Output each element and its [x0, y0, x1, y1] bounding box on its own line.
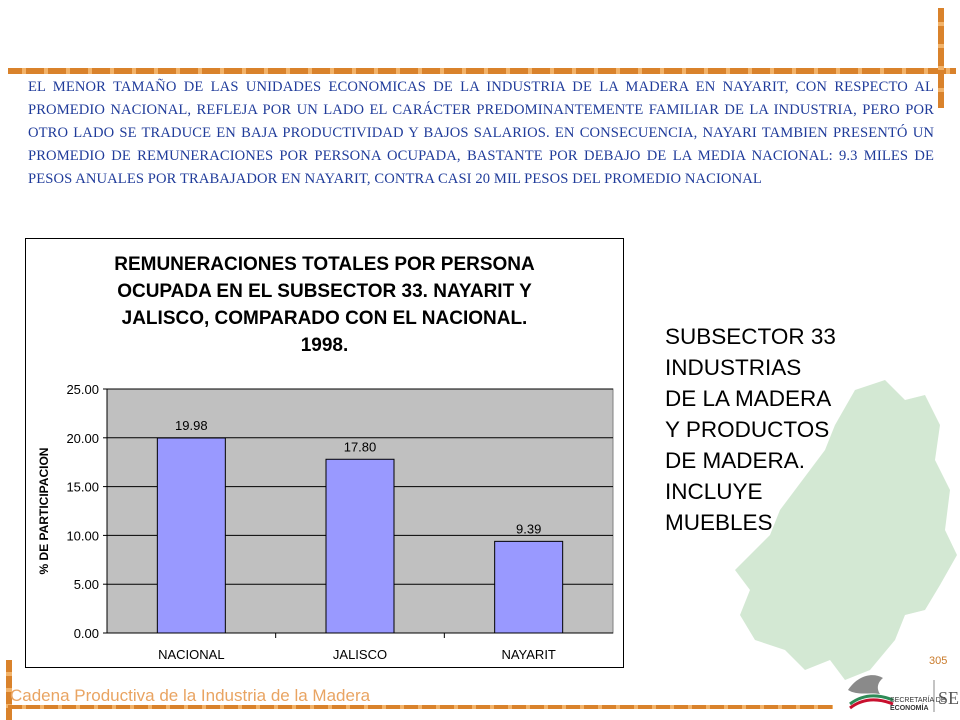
footer-title: Cadena Productiva de la Industria de la Madera — [10, 686, 371, 705]
bar — [495, 541, 563, 633]
data-label: 19.98 — [175, 417, 208, 433]
x-tick-label: JALISCO — [332, 647, 388, 662]
chart-title-line: 1998. — [300, 335, 349, 356]
subsector-description — [665, 321, 925, 538]
subsector-line: MUEBLES — [665, 510, 773, 535]
chart-container — [25, 238, 624, 668]
data-label: 17.80 — [343, 439, 377, 455]
y-axis-label: % DE PARTICIPACION — [37, 447, 51, 575]
x-tick-label: NAYARIT — [501, 647, 556, 662]
y-tick-label: 25.00 — [66, 382, 99, 397]
top-orange-rule — [8, 68, 956, 74]
x-tick-label: NACIONAL — [158, 647, 225, 662]
secretaria-economia-logo — [838, 660, 960, 720]
subsector-line: Y PRODUCTOS — [665, 417, 830, 442]
intro-paragraph: EL MENOR TAMAÑO DE LAS UNIDADES ECONOMICAS DE LA INDUSTRIA DE LA MADERA EN NAYARIT, CON RESPECTO AL PROMEDIO NACIONAL, REFLEJA POR UN LADO EL CARÁCTER PREDOMINANTEMENTE FAMILIAR DE LA INDUSTRIA, PERO POR OTRO LADO SE TRADUCE EN BAJA PRODUCTIVIDAD Y BAJOS SALARIOS. EN CONSECUENCIA, NAYARI TAMBIEN PRESENTÓ UN PROMEDIO DE REMUNERACIONES POR PERSONA OCUPADA, BASTANTE POR DEBAJO DE LA MEDIA NACIONAL: 9.3 MILES DE PESOS ANUALES POR TRABAJADOR EN NAYARIT, CONTRA CASI 20 MIL PESOS DEL PROMEDIO NACIONAL — [28, 79, 934, 187]
chart-title-line: JALISCO, COMPARADO CON EL NACIONAL. — [121, 308, 528, 329]
y-tick-label: 20.00 — [66, 430, 99, 446]
bar — [326, 459, 394, 633]
subsector-line: SUBSECTOR 33 — [665, 324, 836, 349]
logo-line1: SECRETARÍA DE — [890, 697, 946, 704]
subsector-line: DE LA MADERA — [665, 386, 832, 411]
chart-title-line: OCUPADA EN EL SUBSECTOR 33. NAYARIT Y — [117, 281, 532, 302]
subsector-line: INCLUYE — [665, 479, 763, 504]
data-label: 9.39 — [516, 521, 542, 537]
y-tick-label: 10.00 — [66, 528, 99, 544]
chart-title-line: REMUNERACIONES TOTALES POR PERSONA — [114, 254, 535, 275]
y-tick-label: 15.00 — [66, 479, 99, 495]
bar-chart — [26, 239, 623, 667]
logo-line2: ECONOMÍA — [890, 705, 929, 712]
subsector-line: INDUSTRIAS — [665, 355, 802, 380]
page-number: 305 — [929, 655, 948, 667]
logo-mark: SE — [938, 688, 960, 708]
subsector-line: DE MADERA. — [665, 448, 806, 473]
y-tick-label: 5.00 — [73, 577, 99, 593]
bar — [157, 438, 225, 633]
y-tick-label: 0.00 — [73, 626, 99, 641]
right-orange-rule — [938, 8, 944, 108]
